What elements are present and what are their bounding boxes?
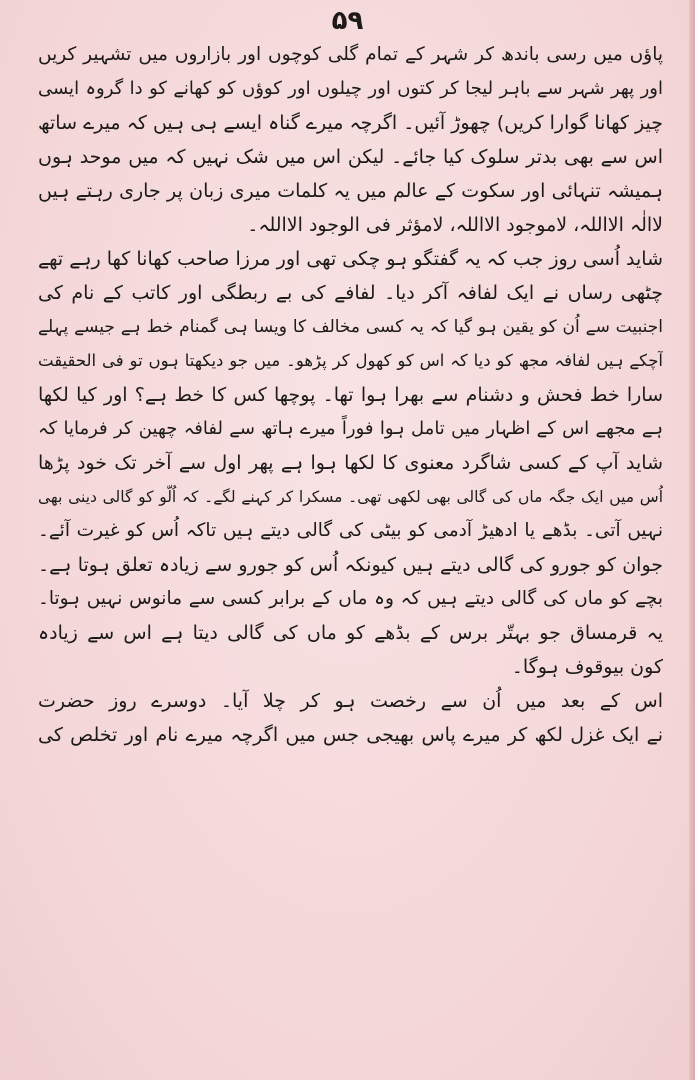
page-edge — [689, 0, 695, 1080]
text-line: اس سے بھی بدتر سلوک کیا جائے۔ لیکن اس میں شک نہیں کہ میں موحد ہوں — [38, 146, 663, 168]
text-line: یہ قرمساق جو بہتّر برس کے بڈھے کو ماں کی گالی دیتا ہے اس سے زیادہ — [38, 622, 663, 644]
text-line: چٹھی رساں نے ایک لفافہ آکر دیا۔ لفافے کی بے ربطگی اور کاتب کے نام کی — [38, 282, 663, 304]
text-line: اور پھر شہر سے باہر لیجا کر کتوں اور چیلوں اور کوؤں کو کھانے کو دا گروہ ایسی — [38, 78, 663, 99]
text-line: ہے مجھے اس کے اظہار میں تامل ہوا فوراً میرے ہاتھ سے لفافہ چھین کر فرمایا کہ — [38, 418, 663, 439]
text-line: لاالٰہ الااللہ، لاموجود الااللہ، لامؤثر فی الوجود الااللہ۔ — [247, 214, 663, 236]
body-text — [38, 38, 663, 752]
text-line: آچکے ہیں لفافہ مجھ کو دیا کہ اس کو کھول کر پڑھو۔ میں جو دیکھتا ہوں تو فی الحقیقت — [38, 351, 663, 370]
text-line: جوان کو جورو کی گالی دیتے ہیں کیونکہ اُس کو جورو سے زیادہ تعلق ہوتا ہے۔ — [38, 554, 663, 576]
text-line: اس کے بعد میں اُن سے رخصت ہو کر چلا آیا۔ دوسرے روز حضرت — [38, 690, 663, 712]
text-line: شاید اُسی روز جب کہ یہ گفتگو ہو چکی تھی اور مرزا صاحب کھانا کھا رہے تھے — [38, 248, 663, 270]
text-line: پاؤں میں رسی باندھ کر شہر کے تمام گلی کوچوں اور بازاروں میں تشہیر کریں — [38, 44, 663, 65]
text-line: کون بیوقوف ہوگا۔ — [511, 656, 663, 678]
page-number: ۵۹ — [331, 6, 364, 36]
text-line: اجنبیت سے اُن کو یقین ہو گیا کہ یہ کسی مخالف کا ویسا ہی گمنام خط ہے جیسے پہلے — [38, 317, 663, 337]
text-line: سارا خط فحش و دشنام سے بھرا ہوا تھا۔ پوچھا کس کا خط ہے؟ اور کیا لکھا — [38, 384, 663, 406]
text-line: نہیں آتی۔ بڈھے یا ادھیڑ آدمی کو بیٹی کی گالی دیتے ہیں تاکہ اُس کو غیرت آئے۔ — [38, 520, 663, 541]
text-line: شاید آپ کے کسی شاگرد معنوی کا لکھا ہوا ہے پھر اول سے آخر تک خود پڑھا — [38, 452, 663, 474]
text-line: اُس میں ایک جگہ ماں کی گالی بھی لکھی تھی۔ مسکرا کر کہنے لگے۔ کہ اُلّو کو گالی دینی بھی — [38, 488, 663, 506]
text-line: ہمیشہ تنہائی اور سکوت کے عالم میں یہ کلمات میری زبان پر جاری رہتے ہیں — [38, 180, 663, 202]
text-line: بچے کو ماں کی گالی دیتے ہیں کہ وہ ماں کے برابر کسی سے مانوس نہیں ہوتا۔ — [38, 588, 663, 609]
text-line: نے ایک غزل لکھ کر میرے پاس بھیجی جس میں اگرچہ میرے نام اور تخلص کی — [38, 724, 663, 746]
text-line: چیز کھانا گوارا کریں) چھوڑ آئیں۔ اگرچہ میرے گناہ ایسے ہی ہیں کہ میرے ساتھ — [38, 112, 663, 134]
